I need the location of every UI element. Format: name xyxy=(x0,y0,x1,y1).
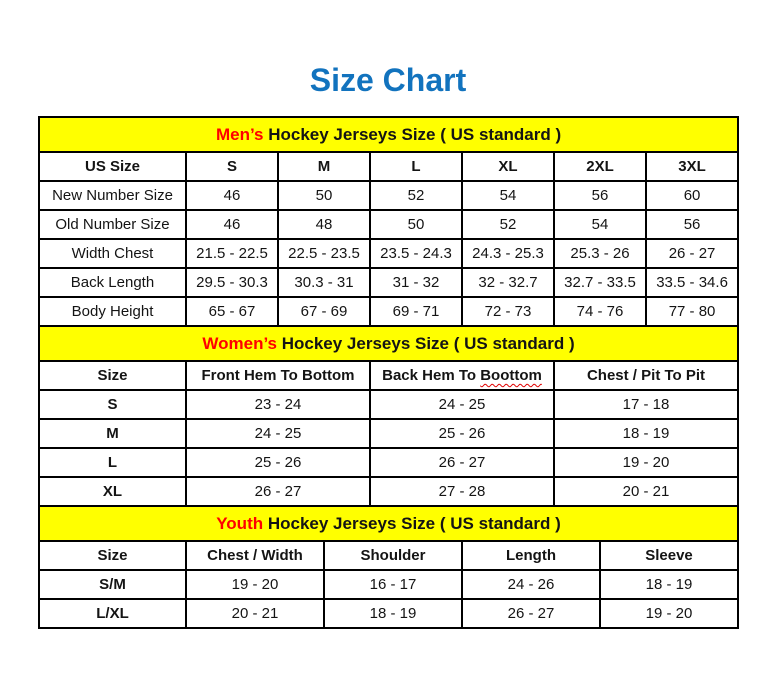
table-row xyxy=(39,570,738,599)
women-section-title-rest: Hockey Jerseys Size ( US standard ) xyxy=(277,333,575,353)
youth-section-title-highlight: Youth xyxy=(216,513,264,533)
row-label: Width Chest xyxy=(39,239,186,268)
cell-value: 19 - 20 xyxy=(186,570,324,599)
cell-value: 67 - 69 xyxy=(278,297,370,326)
women-header-size: Size xyxy=(39,361,186,390)
men-header-m: M xyxy=(278,152,370,181)
cell-value: 26 - 27 xyxy=(370,448,554,477)
men-header-xl: XL xyxy=(462,152,554,181)
cell-value: 60 xyxy=(646,181,738,210)
row-label: New Number Size xyxy=(39,181,186,210)
youth-header-length: Length xyxy=(462,541,600,570)
cell-value: 24 - 25 xyxy=(370,390,554,419)
cell-value: 24.3 - 25.3 xyxy=(462,239,554,268)
cell-value: 54 xyxy=(462,181,554,210)
men-size-table xyxy=(38,116,739,327)
row-label: Body Height xyxy=(39,297,186,326)
men-header-s: S xyxy=(186,152,278,181)
youth-header-chest-width: Chest / Width xyxy=(186,541,324,570)
cell-value: 50 xyxy=(278,181,370,210)
table-row xyxy=(39,599,738,628)
cell-value: 77 - 80 xyxy=(646,297,738,326)
cell-value: 26 - 27 xyxy=(186,477,370,506)
table-row xyxy=(39,477,738,506)
women-header-back-hem xyxy=(370,361,554,390)
row-label: L xyxy=(39,448,186,477)
cell-value: 32 - 32.7 xyxy=(462,268,554,297)
cell-value: 74 - 76 xyxy=(554,297,646,326)
size-tables-container xyxy=(38,116,737,629)
women-header-back-hem-text: Back Hem To xyxy=(382,367,481,384)
cell-value: 56 xyxy=(646,210,738,239)
cell-value: 18 - 19 xyxy=(600,570,738,599)
youth-size-table xyxy=(38,505,739,629)
cell-value: 69 - 71 xyxy=(370,297,462,326)
cell-value: 25.3 - 26 xyxy=(554,239,646,268)
cell-value: 27 - 28 xyxy=(370,477,554,506)
men-header-us-size: US Size xyxy=(39,152,186,181)
women-section-title xyxy=(39,326,738,361)
youth-section-title-rest: Hockey Jerseys Size ( US standard ) xyxy=(263,513,561,533)
women-section-header xyxy=(39,326,738,361)
cell-value: 24 - 26 xyxy=(462,570,600,599)
men-header-row xyxy=(39,152,738,181)
row-label: Back Length xyxy=(39,268,186,297)
cell-value: 52 xyxy=(462,210,554,239)
youth-header-row xyxy=(39,541,738,570)
youth-header-shoulder: Shoulder xyxy=(324,541,462,570)
cell-value: 24 - 25 xyxy=(186,419,370,448)
cell-value: 33.5 - 34.6 xyxy=(646,268,738,297)
cell-value: 30.3 - 31 xyxy=(278,268,370,297)
cell-value: 31 - 32 xyxy=(370,268,462,297)
cell-value: 65 - 67 xyxy=(186,297,278,326)
table-row xyxy=(39,390,738,419)
cell-value: 72 - 73 xyxy=(462,297,554,326)
youth-header-size: Size xyxy=(39,541,186,570)
row-label: S xyxy=(39,390,186,419)
cell-value: 18 - 19 xyxy=(554,419,738,448)
cell-value: 50 xyxy=(370,210,462,239)
women-header-row xyxy=(39,361,738,390)
cell-value: 56 xyxy=(554,181,646,210)
cell-value: 26 - 27 xyxy=(646,239,738,268)
men-section-title xyxy=(39,117,738,152)
men-section-title-rest: Hockey Jerseys Size ( US standard ) xyxy=(263,124,562,144)
youth-section-header xyxy=(39,506,738,541)
women-header-back-hem-misspelling: Boottom xyxy=(480,367,542,384)
page-title: Size Chart xyxy=(309,62,467,98)
women-size-table xyxy=(38,325,739,507)
cell-value: 26 - 27 xyxy=(462,599,600,628)
cell-value: 54 xyxy=(554,210,646,239)
women-header-chest: Chest / Pit To Pit xyxy=(554,361,738,390)
cell-value: 17 - 18 xyxy=(554,390,738,419)
cell-value: 22.5 - 23.5 xyxy=(278,239,370,268)
table-row xyxy=(39,448,738,477)
table-row xyxy=(39,239,738,268)
row-label: Old Number Size xyxy=(39,210,186,239)
cell-value: 32.7 - 33.5 xyxy=(554,268,646,297)
row-label: XL xyxy=(39,477,186,506)
table-row xyxy=(39,419,738,448)
cell-value: 23.5 - 24.3 xyxy=(370,239,462,268)
men-section-header xyxy=(39,117,738,152)
cell-value: 20 - 21 xyxy=(554,477,738,506)
cell-value: 48 xyxy=(278,210,370,239)
cell-value: 16 - 17 xyxy=(324,570,462,599)
table-row xyxy=(39,210,738,239)
cell-value: 29.5 - 30.3 xyxy=(186,268,278,297)
cell-value: 46 xyxy=(186,181,278,210)
cell-value: 18 - 19 xyxy=(324,599,462,628)
cell-value: 46 xyxy=(186,210,278,239)
row-label: M xyxy=(39,419,186,448)
men-section-title-highlight: Men’s xyxy=(215,124,264,144)
cell-value: 21.5 - 22.5 xyxy=(186,239,278,268)
women-header-front-hem: Front Hem To Bottom xyxy=(186,361,370,390)
cell-value: 25 - 26 xyxy=(370,419,554,448)
table-row xyxy=(39,297,738,326)
row-label: L/XL xyxy=(39,599,186,628)
youth-header-sleeve: Sleeve xyxy=(600,541,738,570)
table-row xyxy=(39,268,738,297)
cell-value: 23 - 24 xyxy=(186,390,370,419)
cell-value: 25 - 26 xyxy=(186,448,370,477)
cell-value: 19 - 20 xyxy=(554,448,738,477)
cell-value: 52 xyxy=(370,181,462,210)
men-header-3xl: 3XL xyxy=(646,152,738,181)
women-section-title-highlight: Women’s xyxy=(202,333,277,353)
row-label: S/M xyxy=(39,570,186,599)
youth-section-title xyxy=(39,506,738,541)
cell-value: 19 - 20 xyxy=(600,599,738,628)
men-header-2xl: 2XL xyxy=(554,152,646,181)
table-row xyxy=(39,181,738,210)
men-header-l: L xyxy=(370,152,462,181)
cell-value: 20 - 21 xyxy=(186,599,324,628)
